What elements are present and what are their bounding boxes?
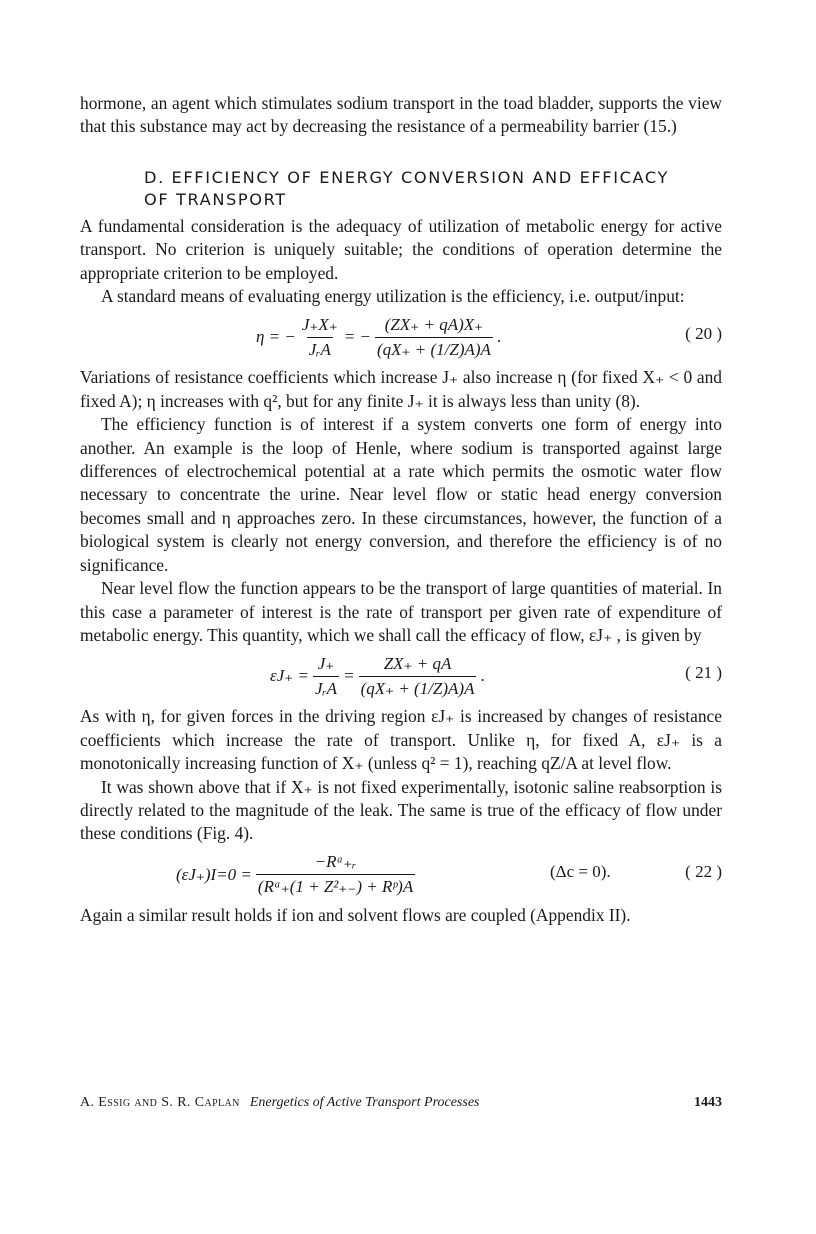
eq21-frac2-denominator: (qX₊ + (1/Z)A)A (359, 676, 477, 699)
eq22-fraction (256, 852, 415, 897)
eq20-frac1-denominator: JᵣA (307, 337, 333, 360)
footer-authors: A. Essig and S. R. Caplan (80, 1095, 240, 1110)
eq22-numerator: −Rᵃ₊ᵣ (314, 852, 357, 872)
eq21-frac1-numerator: J₊ (317, 653, 335, 673)
eq20-frac2-denominator: (qX₊ + (1/Z)A)A (375, 337, 493, 360)
eq21-tail: . (480, 666, 485, 686)
section-heading-line1: D. EFFICIENCY OF ENERGY CONVERSION AND EFFICACY (144, 167, 669, 187)
eq21-frac1-denominator: JᵣA (313, 676, 339, 699)
eq21-fraction-1 (313, 654, 339, 699)
eq20-lhs: η = − (256, 327, 296, 347)
paragraph-as-with: As with η, for given forces in the driving region εJ₊ is increased by changes of resistance coefficients which increase the rate of transport. Unlike η, for fixed A, εJ₊ is a monotonically increasing function of X₊ (unless q² = 1), reaching qZ/A at level flow. (80, 706, 722, 774)
paragraph-fundamental: A fundamental consideration is the adequacy of utilization of metabolic energy for active transport. No criterion is uniquely suitable; the conditions of operation determine the appropriate criterion to be employed. (80, 215, 722, 283)
eq22-condition: (Δc = 0). (550, 861, 611, 881)
equation-number-20: ( 20 ) (685, 324, 722, 344)
eq22-denominator: (Rᵃ₊(1 + Z²₊₋) + Rᵖ)A (256, 874, 415, 897)
paragraph-intro: hormone, an agent which stimulates sodium transport in the toad bladder, supports the view that this substance may act by decreasing the resistance of a permeability barrier (15.) (80, 93, 722, 137)
equation-20 (80, 308, 722, 366)
page-footer (80, 1095, 722, 1111)
eq20-frac1-numerator: J₊X₊ (301, 314, 338, 334)
paragraph-variations: Variations of resistance coefficients which increase J₊ also increase η (for fixed X₊ < 0 and fixed A); η increases with q², but for any finite J₊ it is always less than unity (8). (80, 367, 722, 411)
page-number: 1443 (694, 1095, 722, 1110)
section-heading-line2: OF TRANSPORT (144, 189, 287, 209)
eq20-tail: . (496, 327, 502, 347)
paragraph-shown-above: It was shown above that if X₊ is not fixed experimentally, isotonic saline reabsorption is directly related to the magnitude of the leak. The same is true of the efficacy of flow under these conditions (Fig. 4). (80, 776, 722, 844)
eq20-fraction-2 (375, 315, 493, 360)
eq21-mid: = (343, 666, 355, 686)
eq21-fraction-2 (359, 654, 477, 699)
equation-21 (80, 647, 722, 705)
eq22-lhs: (εJ₊)I=0 = (176, 864, 252, 884)
equation-number-21: ( 21 ) (685, 663, 722, 683)
paragraph-efficiency: The efficiency function is of interest if a system converts one form of energy into another. An example is the loop of Henle, where sodium is transported against large differences of electrochemical potential at a rate which permits the osmotic water flow necessary to concentrate the urine. Near level flow or static head energy conversion becomes small and η approaches zero. In these circumstances, however, the function of a biological system is clearly not energy conversion, and therefore the efficiency is of no significance. (80, 414, 722, 575)
section-heading (144, 167, 734, 211)
page-body (80, 92, 722, 927)
paragraph-again: Again a similar result holds if ion and solvent flows are coupled (Appendix II). (80, 904, 631, 925)
equation-22 (80, 846, 722, 904)
eq20-fraction-1 (300, 315, 340, 360)
eq20-frac2-numerator: (ZX₊ + qA)X₊ (384, 314, 484, 334)
paragraph-standard: A standard means of evaluating energy utilization is the efficiency, i.e. output/input: (101, 286, 685, 307)
equation-number-22: ( 22 ) (685, 861, 722, 881)
eq21-frac2-numerator: ZX₊ + qA (383, 653, 452, 673)
footer-title: Energetics of Active Transport Processes (249, 1095, 480, 1110)
eq21-lhs: εJ₊ = (270, 666, 309, 686)
eq20-mid: = − (343, 327, 371, 347)
paragraph-level-flow: Near level flow the function appears to be the transport of large quantities of material. In this case a parameter of interest is the rate of transport per given rate of expenditure of metabolic energy. This quantity, which we shall call the efficacy of flow, εJ₊ , is given by (80, 578, 722, 645)
